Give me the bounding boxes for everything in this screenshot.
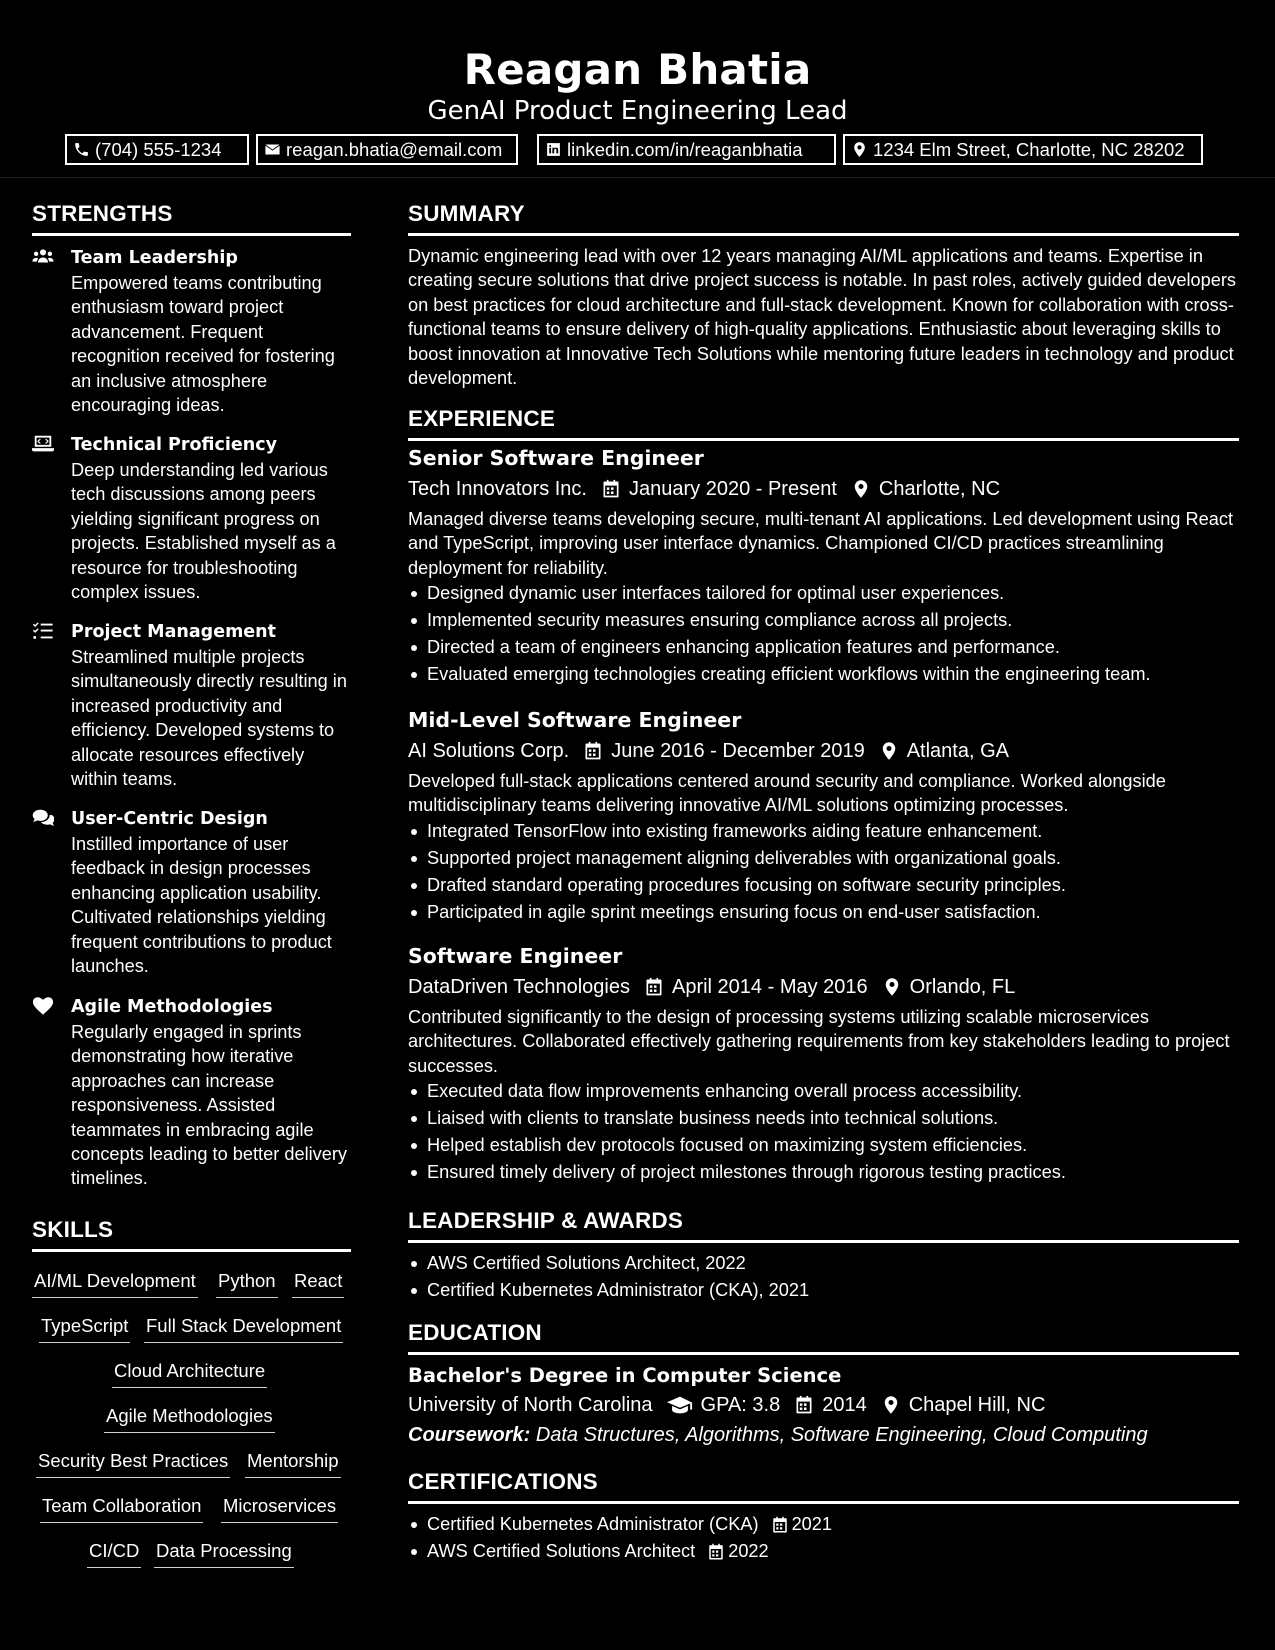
education-meta — [408, 1392, 1239, 1418]
job-location: Charlotte, NC — [878, 478, 1001, 500]
certifications-section — [408, 1468, 1239, 1565]
job-location: Atlanta, GA — [906, 740, 1009, 762]
job-bullet: Helped establish dev protocols focused on maximizing system efficiencies. — [408, 1132, 1239, 1159]
candidate-headline: GenAI Product Engineering Lead — [427, 96, 848, 126]
coursework-list: Data Structures, Algorithms, Software Engineering, Cloud Computing — [535, 1424, 1148, 1446]
job-bullet: Drafted standard operating procedures focusing on software security principles. — [408, 872, 1239, 899]
contact-email[interactable] — [256, 134, 518, 165]
experience-section — [408, 405, 1239, 441]
envelope-icon — [264, 141, 281, 158]
job-entry — [408, 445, 1239, 688]
job-bullet: Directed a team of engineers enhancing application features and performance. — [408, 634, 1239, 661]
skill-tag: React — [292, 1269, 344, 1298]
job-bullet: Designed dynamic user interfaces tailored for optimal user experiences. — [408, 580, 1239, 607]
job-bullet: Evaluated emerging technologies creating efficient workflows within the engineering team. — [408, 661, 1239, 688]
strength-description: Regularly engaged in sprints demonstrating how iterative approaches can increase responsiveness. Assisted teammates in embracing agile concepts leading to better delivery timelines. — [71, 1022, 348, 1189]
map-marker-icon — [882, 977, 902, 997]
job-meta — [408, 974, 1239, 1000]
certification-item — [408, 1538, 1239, 1565]
job-entry — [408, 707, 1239, 926]
job-company: DataDriven Technologies — [408, 976, 630, 998]
skill-tag: Data Processing — [154, 1539, 294, 1568]
job-description: Developed full-stack applications centered around security and compliance. Worked alongside multidisciplinary teams delivering innovative AI/ML solutions optimizing processes. — [408, 771, 1166, 816]
coursework — [408, 1422, 1239, 1448]
school-name: University of North Carolina — [408, 1394, 653, 1416]
job-bullets — [408, 580, 1239, 688]
job-entry — [408, 943, 1239, 1186]
skills-heading: SKILLS — [32, 1217, 114, 1242]
contact-address — [843, 134, 1203, 165]
contact-email-text: reagan.bhatia@email.com — [286, 139, 503, 160]
strength-description: Empowered teams contributing enthusiasm toward project advancement. Frequent recognition received for fostering an inclusive atmosphere encouraging ideas. — [71, 273, 335, 416]
strength-description: Streamlined multiple projects simultaneously directly resulting in increased productivity and efficiency. Developed systems to allocate resources effectively within teams. — [71, 647, 347, 790]
certifications-list — [408, 1511, 1239, 1565]
job-dates: January 2020 - Present — [628, 478, 837, 500]
job-location: Orlando, FL — [909, 976, 1016, 998]
education-heading: EDUCATION — [408, 1320, 542, 1345]
skill-tag: TypeScript — [39, 1314, 130, 1343]
strength-title: Team Leadership — [71, 248, 238, 268]
skill-tag: Microservices — [221, 1494, 338, 1523]
award-item: Certified Kubernetes Administrator (CKA), 2021 — [408, 1277, 1239, 1304]
calendar-icon — [583, 741, 603, 761]
leadership-section — [408, 1207, 1239, 1304]
calendar-icon — [707, 1543, 725, 1561]
strengths-heading: STRENGTHS — [32, 201, 173, 226]
map-marker-icon — [851, 141, 868, 158]
job-title: Mid-Level Software Engineer — [408, 708, 742, 732]
strength-description: Instilled importance of user feedback in design processes enhancing application usability. Cultivated relationships yielding frequent contributions to product launches. — [71, 834, 332, 977]
certification-year: 2022 — [728, 1541, 769, 1561]
summary-text: Dynamic engineering lead with over 12 years managing AI/ML applications and teams. Expertise in creating secure solutions that drive project success is notable. In past roles, actively guided developers on best practices for cloud architecture and full-stack development. Known for collaboration with cross-functional teams to ensure delivery of high-quality applications. Enthusiastic about leveraging skills to boost innovation at Innovative Tech Solutions while mentoring future leaders in technology and product development. — [408, 246, 1236, 389]
certification-item — [408, 1511, 1239, 1538]
job-company: Tech Innovators Inc. — [408, 478, 587, 500]
award-item: AWS Certified Solutions Architect, 2022 — [408, 1250, 1239, 1277]
resume-header — [0, 0, 1275, 178]
job-bullet: Ensured timely delivery of project milestones through rigorous testing practices. — [408, 1159, 1239, 1186]
skill-tag: CI/CD — [87, 1539, 141, 1568]
education-year: 2014 — [822, 1394, 867, 1416]
job-bullet: Implemented security measures ensuring compliance across all projects. — [408, 607, 1239, 634]
degree-title: Bachelor's Degree in Computer Science — [408, 1364, 842, 1387]
skill-tag: Team Collaboration — [40, 1494, 203, 1523]
skill-tag: Python — [216, 1269, 278, 1298]
map-marker-icon — [879, 741, 899, 761]
job-bullet: Executed data flow improvements enhancing overall process accessibility. — [408, 1078, 1239, 1105]
contact-linkedin[interactable] — [537, 134, 836, 165]
map-marker-icon — [851, 479, 871, 499]
section-divider — [32, 233, 351, 236]
education-location: Chapel Hill, NC — [908, 1394, 1046, 1416]
job-description: Contributed significantly to the design of processing systems utilizing scalable microservices architectures. Collaborated effectively gathering requirements from key stakeholders leading to project successes. — [408, 1007, 1230, 1076]
skills-section — [32, 1216, 351, 1252]
section-divider — [408, 1352, 1239, 1355]
summary-heading: SUMMARY — [408, 201, 525, 226]
job-bullet: Integrated TensorFlow into existing frameworks aiding feature enhancement. — [408, 818, 1239, 845]
job-title: Senior Software Engineer — [408, 446, 704, 470]
skill-tag: Full Stack Development — [144, 1314, 343, 1343]
calendar-icon — [794, 1395, 814, 1415]
certification-year: 2021 — [791, 1514, 833, 1534]
strength-title: Agile Methodologies — [71, 997, 273, 1017]
skill-tag: Agile Methodologies — [104, 1404, 275, 1433]
education-section — [408, 1319, 1239, 1448]
section-divider — [408, 1501, 1239, 1504]
certifications-heading: CERTIFICATIONS — [408, 1469, 598, 1494]
experience-heading: EXPERIENCE — [408, 406, 556, 431]
job-dates: June 2016 - December 2019 — [611, 740, 865, 762]
leadership-list — [408, 1250, 1239, 1304]
skill-tag: Mentorship — [245, 1449, 341, 1478]
candidate-name: Reagan Bhatia — [463, 45, 812, 94]
comments-icon — [32, 808, 56, 828]
summary-section — [408, 200, 1239, 390]
job-bullet: Participated in agile sprint meetings ensuring focus on end-user satisfaction. — [408, 899, 1239, 926]
calendar-icon — [771, 1516, 789, 1534]
coursework-label: Coursework: — [408, 1424, 531, 1446]
certification-name: Certified Kubernetes Administrator (CKA) — [427, 1514, 759, 1534]
job-bullets — [408, 1078, 1239, 1186]
job-bullet: Liaised with clients to translate business needs into technical solutions. — [408, 1105, 1239, 1132]
job-title: Software Engineer — [408, 944, 623, 968]
job-company: AI Solutions Corp. — [408, 740, 570, 762]
skill-tag: AI/ML Development — [32, 1269, 198, 1298]
strength-title: Technical Proficiency — [71, 435, 277, 455]
job-description: Managed diverse teams developing secure, multi-tenant AI applications. Led development using React and TypeScript, improving user interface dynamics. Championed CI/CD practices streamlining deployment for reliability. — [408, 509, 1233, 578]
strength-title: Project Management — [71, 622, 276, 642]
strength-description: Deep understanding led various tech discussions among peers yielding significant progress on projects. Established myself as a resource for troubleshooting complex issues. — [71, 460, 336, 603]
job-dates: April 2014 - May 2016 — [671, 976, 868, 998]
education-gpa: GPA: 3.8 — [700, 1394, 781, 1416]
calendar-icon — [601, 479, 621, 499]
map-marker-icon — [881, 1395, 901, 1415]
section-divider — [408, 233, 1239, 236]
job-bullet: Supported project management aligning deliverables with organizational goals. — [408, 845, 1239, 872]
leadership-heading: LEADERSHIP & AWARDS — [408, 1208, 684, 1233]
skill-tag: Security Best Practices — [36, 1449, 230, 1478]
tasks-icon — [32, 621, 56, 641]
section-divider — [408, 438, 1239, 441]
graduation-cap-icon — [667, 1395, 693, 1415]
strength-title: User-Centric Design — [71, 809, 268, 829]
job-bullets — [408, 818, 1239, 926]
contact-phone[interactable] — [65, 134, 249, 165]
laptop-code-icon — [32, 434, 56, 454]
certification-name: AWS Certified Solutions Architect — [427, 1541, 696, 1561]
linkedin-icon — [545, 141, 562, 158]
contact-bar — [0, 134, 1275, 165]
section-divider — [408, 1240, 1239, 1243]
contact-phone-text: (704) 555-1234 — [95, 139, 222, 160]
job-meta — [408, 476, 1239, 502]
phone-icon — [73, 141, 90, 158]
heart-icon — [32, 996, 56, 1016]
left-column — [32, 200, 351, 1561]
contact-address-text: 1234 Elm Street, Charlotte, NC 28202 — [873, 139, 1185, 160]
skill-tag: Cloud Architecture — [112, 1359, 267, 1388]
calendar-icon — [644, 977, 664, 997]
contact-linkedin-text: linkedin.com/in/reaganbhatia — [567, 139, 803, 160]
section-divider — [32, 1249, 351, 1252]
job-meta — [408, 738, 1239, 764]
users-icon — [32, 247, 56, 267]
